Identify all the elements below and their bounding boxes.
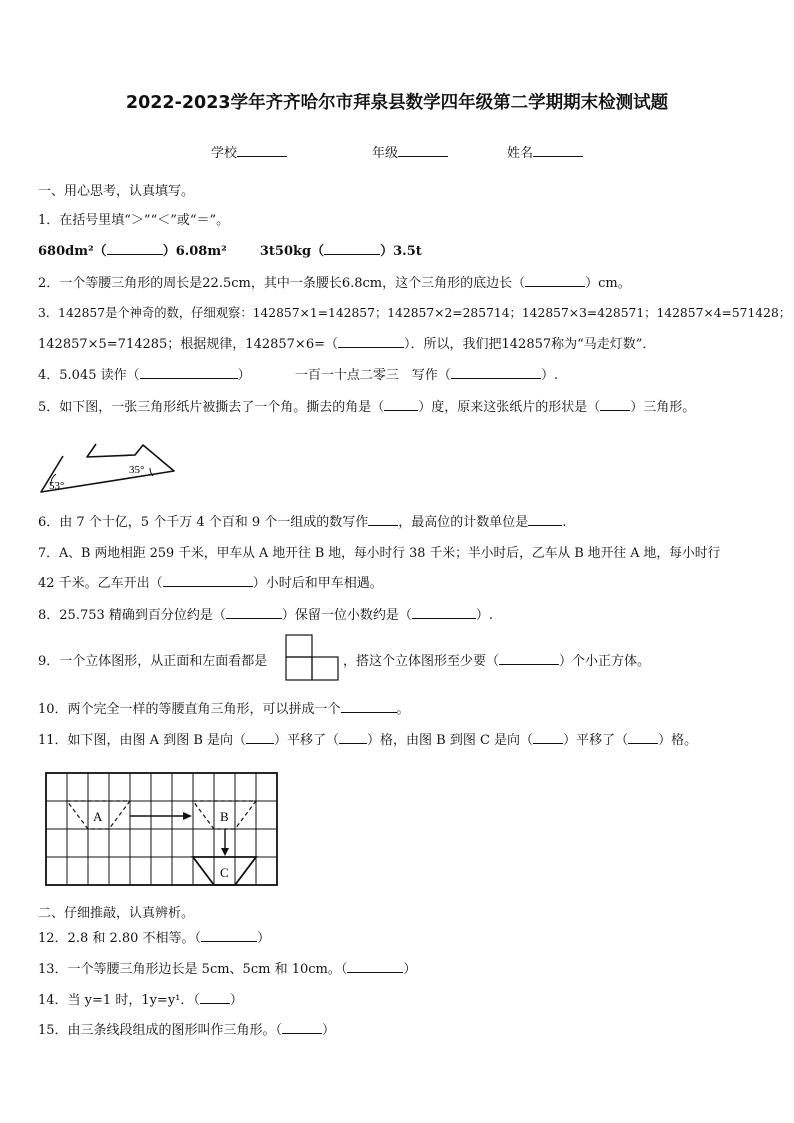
label-b: B: [220, 809, 229, 824]
translation-grid-figure: [45, 772, 281, 890]
q6-text: 6．由 7 个十亿，5 个千万 4 个百和 9 个一组成的数写作: [38, 515, 369, 530]
grid-lines: [46, 773, 277, 885]
grade-blank[interactable]: [398, 144, 448, 157]
question-7-line2: [38, 572, 383, 591]
q5-angle-blank[interactable]: [384, 398, 418, 411]
q11-mid2: ）格，由图 B 到图 C 是向（: [367, 733, 534, 748]
q8-text: 8．25.753 精确到百分位约是（: [38, 608, 226, 623]
question-3-line2: [38, 333, 655, 352]
question-13: [38, 958, 416, 977]
angle-left-label: 53°: [49, 480, 65, 492]
q5-mid: ）度，原来这张纸片的形状是（: [418, 400, 601, 415]
q2-text: 2．一个等腰三角形的周长是22.5cm，其中一条腰长6.8cm，这个三角形的底边长（: [38, 276, 526, 291]
question-9-rest: [343, 650, 650, 669]
school-blank[interactable]: [237, 144, 287, 157]
q10-text: 10．两个完全一样的等腰直角三角形，可以拼成一个: [38, 702, 341, 717]
q8-hundredths-blank[interactable]: [226, 606, 282, 619]
q7-end: ）小时后和甲车相遇。: [252, 576, 383, 591]
q11-dist1-blank[interactable]: [339, 731, 367, 744]
q11-text: 11．如下图，由图 A 到图 B 是向（: [38, 733, 247, 748]
q6-unit-blank[interactable]: [528, 513, 562, 526]
q15-text: 15．由三条线段组成的图形叫作三角形。（: [38, 1023, 283, 1038]
q1a-blank[interactable]: [107, 242, 163, 255]
question-3-line1: 3．142857是个神奇的数，仔细观察：142857×1=142857；142857×2=285714；142857×3=428571；142857×4=571428；: [38, 306, 792, 320]
school-field: [211, 142, 287, 161]
q14-end: ）: [229, 993, 243, 1008]
q3-blank[interactable]: [338, 335, 404, 348]
question-8: [38, 604, 493, 623]
torn-triangle-figure: [38, 436, 178, 496]
q13-end: ）: [403, 962, 417, 977]
question-10: [38, 698, 410, 717]
section-1-heading: 一、用心思考，认真填写。: [38, 184, 195, 199]
name-field: [507, 142, 583, 161]
q9-end: ）个小正方体。: [559, 654, 651, 669]
question-12: [38, 927, 270, 946]
question-1: 1．在括号里填“＞”“＜”或“＝”。: [38, 213, 230, 228]
q11-mid3: ）平移了（: [563, 733, 629, 748]
section-2-heading: 二、仔细推敲，认真辨析。: [38, 906, 195, 921]
question-7-line1: 7．A、B 两地相距 259 千米，甲车从 A 地开往 B 地，每小时行 38 千米；半小时后，乙车从 B 地开往 A 地，每小时行: [38, 546, 721, 561]
name-blank[interactable]: [533, 144, 583, 157]
q14-blank[interactable]: [200, 991, 230, 1004]
question-1-items: [38, 240, 422, 259]
q6-end: .: [562, 515, 567, 530]
q3-text: 142857×5=714285；根据规律，142857×6=（: [38, 337, 338, 352]
q9-mid: ，搭这个立体图形至少要（: [343, 654, 500, 669]
q15-blank[interactable]: [282, 1021, 322, 1034]
label-a: A: [93, 809, 103, 824]
arrow-b-to-c-head: [221, 848, 229, 856]
name-label: 姓名: [507, 146, 534, 161]
q10-blank[interactable]: [341, 700, 397, 713]
q9-blank[interactable]: [499, 652, 559, 665]
q6-number-blank[interactable]: [368, 513, 398, 526]
q4-read-end: ）: [237, 368, 251, 383]
q7-blank[interactable]: [163, 574, 253, 587]
question-9-text: 9．一个立体图形，从正面和左面看都是: [38, 654, 268, 669]
question-5: [38, 396, 695, 415]
q4-read-blank[interactable]: [140, 366, 238, 379]
q11-dist2-blank[interactable]: [628, 731, 658, 744]
q12-blank[interactable]: [201, 929, 257, 942]
question-2: [38, 272, 631, 291]
q15-end: ）: [322, 1023, 336, 1038]
cube-view-figure: [285, 634, 343, 682]
q11-dir1-blank[interactable]: [246, 731, 274, 744]
view-square-bottom-left: [286, 657, 312, 680]
grade-label: 年级: [372, 146, 399, 161]
q2-blank[interactable]: [525, 274, 585, 287]
q4-write-text: 一百一十点二零三 写作（: [294, 368, 451, 383]
q5-shape-blank[interactable]: [600, 398, 630, 411]
q13-text: 13．一个等腰三角形边长是 5cm、5cm 和 10cm。（: [38, 962, 348, 977]
question-11: [38, 729, 697, 748]
q8-mid: ）保留一位小数约是（: [281, 608, 412, 623]
question-14: [38, 989, 243, 1008]
q1b-right: ）3.5t: [380, 244, 422, 259]
q12-text: 12．2.8 和 2.80 不相等。（: [38, 931, 202, 946]
q1b-left: 3t50kg（: [259, 244, 325, 259]
question-15: [38, 1019, 335, 1038]
angle-right-label: 35°: [129, 464, 145, 476]
q11-end: ）格。: [658, 733, 698, 748]
q1a-right: ）6.08m²: [162, 244, 227, 259]
view-square-bottom-right: [312, 657, 338, 680]
q4-write-end: ）.: [540, 368, 559, 383]
page-title: 2022-2023学年齐齐哈尔市拜泉县数学四年级第二学期期末检测试题: [125, 93, 669, 113]
q2-end: ）cm。: [585, 276, 631, 291]
q5-text: 5．如下图，一张三角形纸片被撕去了一个角。撕去的角是（: [38, 400, 385, 415]
question-6: [38, 511, 566, 530]
q4-write-blank[interactable]: [451, 366, 541, 379]
q3-end: ）．所以，我们把142857称为“马走灯数”．: [404, 337, 656, 352]
q12-end: ）: [257, 931, 271, 946]
q13-blank[interactable]: [347, 960, 403, 973]
q14-text: 14．当 y=1 时，1y=y¹．（: [38, 993, 200, 1008]
arrow-a-to-b-head: [183, 812, 192, 820]
q11-mid1: ）平移了（: [274, 733, 340, 748]
view-square-top: [286, 635, 312, 657]
q6-mid: ，最高位的计数单位是: [398, 515, 529, 530]
label-c: C: [220, 865, 229, 880]
q8-end: ）.: [475, 608, 494, 623]
q7-text: 42 千米。乙车开出（: [38, 576, 163, 591]
q11-dir2-blank[interactable]: [533, 731, 563, 744]
question-4: [38, 364, 558, 383]
q10-end: 。: [396, 702, 410, 717]
q8-tenths-blank[interactable]: [412, 606, 476, 619]
grade-field: [372, 142, 448, 161]
q5-end: ）三角形。: [630, 400, 696, 415]
school-label: 学校: [211, 146, 238, 161]
q4-read-text: 4．5.045 读作（: [38, 368, 140, 383]
q1b-blank[interactable]: [324, 242, 380, 255]
q1a-left: 680dm²（: [38, 244, 107, 259]
